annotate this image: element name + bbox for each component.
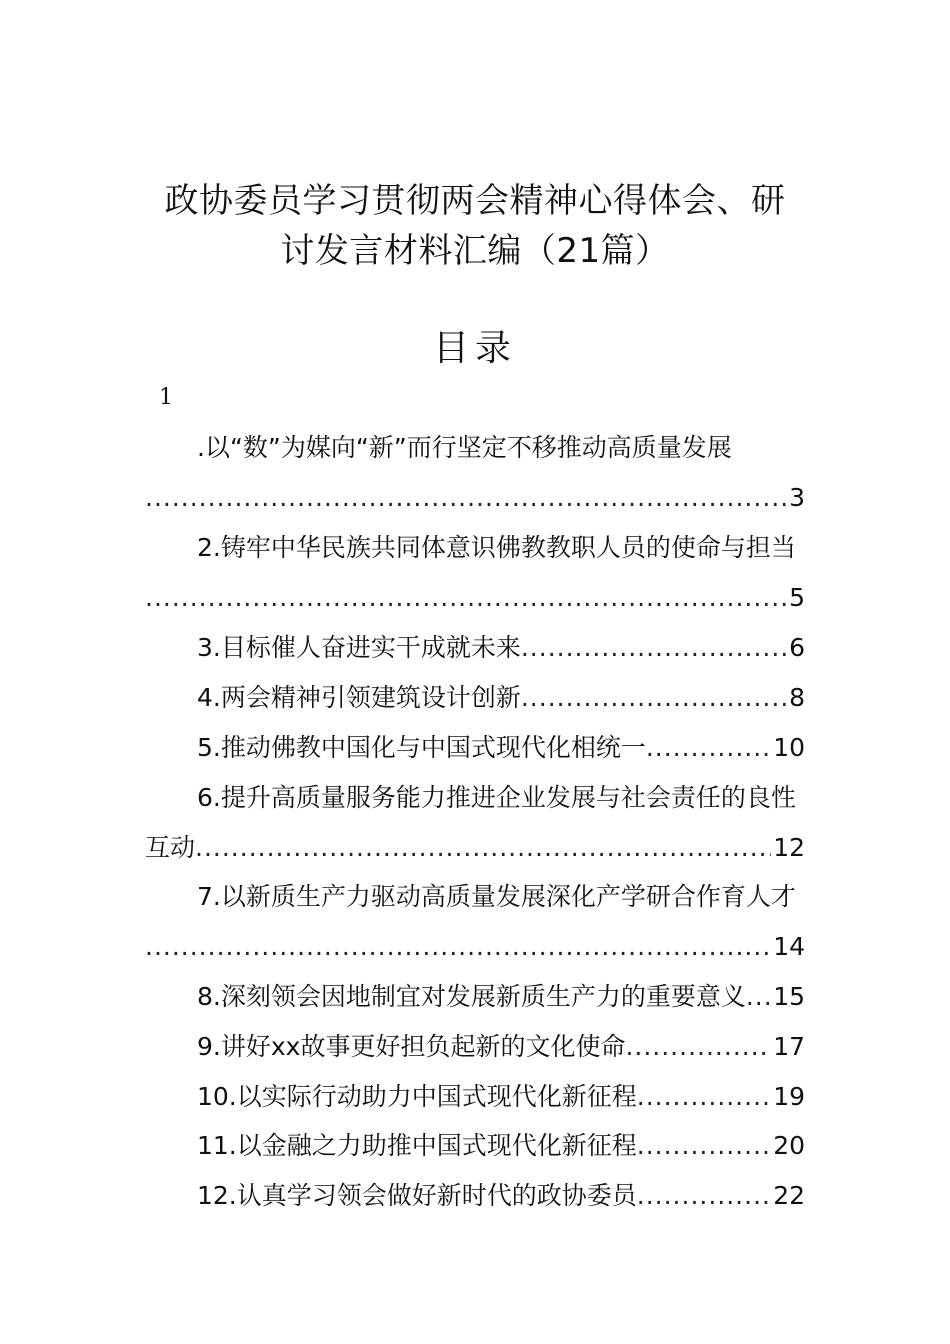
toc-entry-page: 14 bbox=[773, 932, 805, 961]
toc-entry-label: 4.两会精神引领建筑设计创新 bbox=[197, 683, 521, 712]
toc-heading: 目录 bbox=[432, 328, 517, 369]
toc-entry-label-continued: 互动 bbox=[145, 833, 196, 862]
toc-entry-label: 10.以实际行动助力中国式现代化新征程 bbox=[197, 1082, 637, 1111]
toc-entry-12[interactable] bbox=[145, 1176, 805, 1216]
toc-entry-label: 3.目标催人奋进实干成就未来 bbox=[197, 633, 521, 662]
toc-entry-3[interactable] bbox=[145, 628, 805, 668]
toc-entry-label: .以“数”为媒向“新”而行坚定不移推动高质量发展 bbox=[197, 433, 732, 462]
dot-leader bbox=[521, 678, 787, 718]
dot-leader bbox=[746, 977, 771, 1017]
dot-leader bbox=[145, 927, 771, 967]
dot-leader bbox=[521, 628, 787, 668]
dot-leader bbox=[625, 1027, 771, 1067]
toc-entry-page: 3 bbox=[789, 483, 805, 512]
toc-entry-page: 10 bbox=[773, 733, 805, 762]
toc-entry-label: 2.铸牢中华民族共同体意识佛教教职人员的使命与担当 bbox=[197, 533, 796, 562]
toc-entry-6-leader[interactable] bbox=[145, 828, 805, 868]
toc-entry-label: 5.推动佛教中国化与中国式现代化相统一 bbox=[197, 733, 646, 762]
toc-entry-7-leader[interactable] bbox=[145, 927, 805, 967]
document-title-line-1: 政协委员学习贯彻两会精神心得体会、研 bbox=[164, 181, 786, 221]
dot-leader bbox=[637, 1077, 771, 1117]
toc-entry-page: 20 bbox=[773, 1131, 805, 1160]
toc-entry-page: 17 bbox=[773, 1032, 805, 1061]
toc-entry-page: 19 bbox=[773, 1082, 805, 1111]
toc-entry-label: 9.讲好xx故事更好担负起新的文化使命 bbox=[197, 1032, 626, 1061]
toc-entry-page: 12 bbox=[773, 833, 805, 862]
toc-entry-page: 5 bbox=[789, 583, 805, 612]
toc-entry-5[interactable] bbox=[145, 728, 805, 768]
toc-entry-page: 8 bbox=[789, 683, 805, 712]
toc-entry-page: 22 bbox=[773, 1181, 805, 1210]
toc-entry-2-leader[interactable] bbox=[145, 578, 805, 618]
toc-entry-6-text[interactable] bbox=[145, 778, 805, 818]
dot-leader bbox=[637, 1126, 771, 1166]
toc-entry-8[interactable] bbox=[145, 977, 805, 1017]
toc-entry-1-text[interactable] bbox=[145, 428, 805, 468]
toc-entry-page: 15 bbox=[773, 982, 805, 1011]
dot-leader bbox=[637, 1176, 771, 1216]
document-title-line-2: 讨发言材料汇编（21篇） bbox=[280, 231, 670, 271]
toc-entry-10[interactable] bbox=[145, 1077, 805, 1117]
toc-entry-label: 8.深刻领会因地制宜对发展新质生产力的重要意义 bbox=[197, 982, 746, 1011]
toc-entry-page: 6 bbox=[789, 633, 805, 662]
toc-entry-1-leader[interactable] bbox=[145, 478, 805, 518]
toc-entry-label: 12.认真学习领会做好新时代的政协委员 bbox=[197, 1181, 637, 1210]
toc-entry-label: 6.提升高质量服务能力推进企业发展与社会责任的良性 bbox=[197, 783, 796, 812]
toc-entry-7-text[interactable] bbox=[145, 877, 805, 917]
toc-entry-label: 7.以新质生产力驱动高质量发展深化产学研合作育人才 bbox=[197, 882, 796, 911]
toc-entry-4[interactable] bbox=[145, 678, 805, 718]
dot-leader bbox=[195, 828, 771, 868]
dot-leader bbox=[145, 578, 787, 618]
dot-leader bbox=[145, 478, 787, 518]
toc-entry-9[interactable] bbox=[145, 1027, 805, 1067]
toc-entry-2-text[interactable] bbox=[145, 528, 805, 568]
dot-leader bbox=[646, 728, 771, 768]
stray-number: 1 bbox=[159, 385, 173, 410]
toc-entry-label: 11.以金融之力助推中国式现代化新征程 bbox=[197, 1131, 637, 1160]
toc-entry-11[interactable] bbox=[145, 1126, 805, 1166]
